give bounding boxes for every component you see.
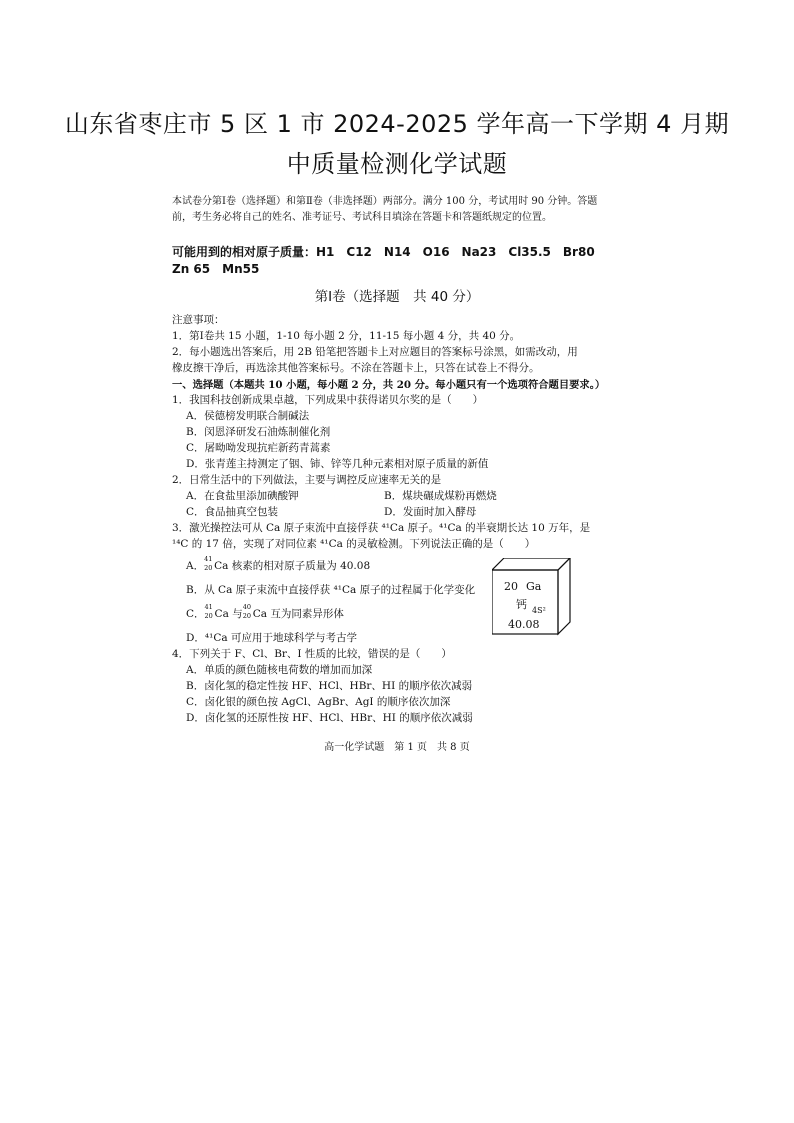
q3-stem-2: ¹⁴C 的 17 倍，实现了对同位素 ⁴¹Ca 的灵敏检测。下列说法正确的是（ ）: [172, 538, 536, 550]
q2-option-d: D．发面时加入酵母: [384, 506, 477, 518]
q4-option-b: B．卤化氢的稳定性按 HF、HCl、HBr、HI 的顺序依次减弱: [186, 680, 473, 692]
element-symbol: Ga: [526, 580, 542, 593]
q1-stem: 1．我国科技创新成果卓越，下列成果中获得诺贝尔奖的是（ ）: [172, 394, 484, 406]
q4-stem: 4．下列关于 F、Cl、Br、I 性质的比较，错误的是（ ）: [172, 648, 452, 660]
q3-option-c: [186, 603, 344, 621]
mass-number-2: 40: [242, 603, 251, 611]
q2-option-b: B．煤块碾成煤粉再燃烧: [384, 490, 497, 502]
electron-config: 4S²: [532, 606, 546, 615]
q3-option-c-label: C．: [186, 608, 205, 620]
isotope-notation: [204, 555, 214, 572]
title-line-1: 山东省枣庄市 5 区 1 市 2024-2025 学年高一下学期 4 月期: [64, 110, 730, 138]
isotope-notation-2: [242, 603, 253, 620]
page-footer: 高一化学试题 第 1 页 共 8 页: [324, 742, 470, 753]
atomic-number-1: 20: [204, 612, 213, 620]
note-2a: 2．每小题选出答案后，用 2B 铅笔把答题卡上对应题目的答案标号涂黑，如需改动，用: [172, 346, 578, 358]
q1-option-c: C．屠呦呦发现抗疟新药青蒿素: [186, 442, 331, 454]
isotope-notation-1: [204, 603, 215, 620]
q3-option-d: D．⁴¹Ca 可应用于地球科学与考古学: [186, 632, 357, 644]
q3-option-a-text: Ca 核素的相对原子质量为 40.08: [214, 560, 371, 572]
q2-option-a: A．在食盐里添加碘酸钾: [186, 490, 299, 502]
q2-option-c: C．食品抽真空包装: [186, 506, 279, 518]
element-mass: 40.08: [508, 618, 540, 631]
q3-option-c-mid: Ca 与: [214, 608, 243, 620]
title-line-2: 中质量检测化学试题: [286, 150, 508, 178]
q4-option-c: C．卤化银的颜色按 AgCl、AgBr、AgI 的顺序依次加深: [186, 696, 451, 708]
q4-option-a: A．单质的颜色随核电荷数的增加而加深: [186, 664, 373, 676]
q3-option-a: [186, 555, 371, 573]
part-heading: 一、选择题（本题共 10 小题，每小题 2 分，共 20 分。每小题只有一个选项符合题目要求。）: [172, 379, 606, 391]
q4-option-d: D．卤化氢的还原性按 HF、HCl、HBr、HI 的顺序依次减弱: [186, 712, 473, 724]
q1-option-d: D．张青莲主持测定了铟、铈、锌等几种元素相对原子质量的新值: [186, 458, 489, 470]
mass-number: 41: [204, 555, 213, 563]
q1-option-b: B．闵恩泽研发石油炼制催化剂: [186, 426, 331, 438]
mass-number-1: 41: [204, 603, 213, 611]
atomic-number-2: 20: [242, 612, 251, 620]
notes-title: 注意事项：: [172, 314, 225, 326]
q3-option-a-label: A．: [186, 560, 205, 572]
q3-option-b: B．从 Ca 原子束流中直接俘获 ⁴¹Ca 原子的过程属于化学变化: [186, 584, 476, 596]
element-name: 钙: [516, 598, 527, 611]
element-number: 20: [504, 580, 518, 593]
q2-stem: 2．日常生活中的下列做法，主要与调控反应速率无关的是: [172, 474, 442, 486]
note-2b: 橡皮擦干净后，再选涂其他答案标号。不涂在答题卡上，只答在试卷上不得分。: [172, 362, 540, 374]
q1-option-a: A．侯德榜发明联合制碱法: [186, 410, 310, 422]
note-1: 1．第Ⅰ卷共 15 小题，1-10 每小题 2 分，11-15 每小题 4 分，共 40 分。: [172, 330, 521, 342]
q3-stem-1: 3．激光操控法可从 Ca 原子束流中直接俘获 ⁴¹Ca 原子。⁴¹Ca 的半衰期长达 10 万年，是: [172, 522, 591, 534]
element-tile: [492, 558, 570, 634]
q3-option-c-text: Ca 互为同素异形体: [252, 608, 344, 620]
intro-text: 本试卷分第Ⅰ卷（选择题）和第Ⅱ卷（非选择题）两部分。满分 100 分，考试用时 90 分钟。答题前，考生务必将自己的姓名、准考证号、考试科目填涂在答题卡和答题纸规定的位置。: [172, 196, 598, 223]
section-heading: 第Ⅰ卷（选择题 共 40 分）: [314, 289, 480, 305]
atomic-number: 20: [204, 564, 213, 572]
atomic-masses: 可能用到的相对原子质量：H1 C12 N14 O16 Na23 Cl35.5 Br80 Zn 65 Mn55: [172, 245, 607, 276]
